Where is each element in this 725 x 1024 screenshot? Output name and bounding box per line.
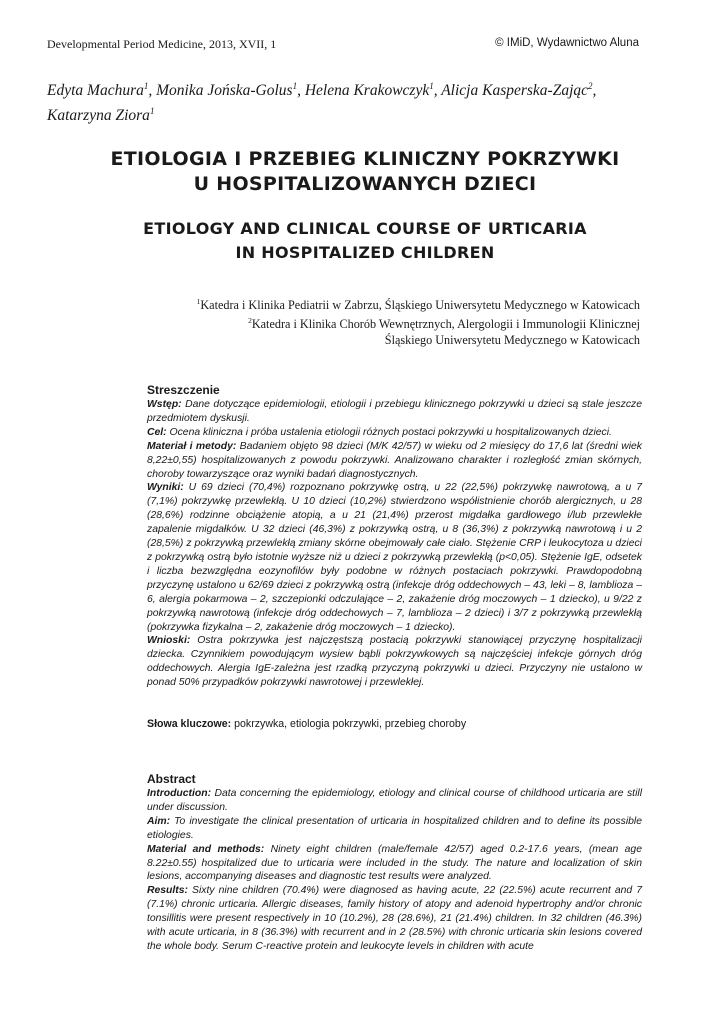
affiliations <box>197 294 640 348</box>
title-english-line: ETIOLOGY AND CLINICAL COURSE OF URTICARIA <box>143 219 587 238</box>
section-text: Dane dotyczące epidemiologii, etiologii i przebiegu klinicznego pokrzywki u dzieci są stale jeszcze przedmiotem dyskusji. <box>147 399 642 424</box>
title-polish-line: U HOSPITALIZOWANYCH DZIECI <box>193 173 537 195</box>
section-text: U 69 dzieci (70,4%) rozpoznano pokrzywkę ostrą, u 22 (22,5%) pokrzywkę nawrotową, a u 7 (7,1%) pokrzywkę przewlekłą. U 10 dzieci (10,2%) stwierdzono współistnienie chorób alergicznych, u 28 (28,6%) rodzinne obciążenie atopią, a u 21 (21,4%) przerost migdałka gardłowego i/lub przewlekłe zapalenie migdałków. U 32 dzieci (46,3%) z pokrzywką ostrą, u 8 (36,3%) z pokrzywką nawrotową i u 2 (28,5%) z pokrzywką przewlekłą zmiany skórne obejmowały całe ciało. Stężenie CRP i leukocytoza u dzieci z pokrzywką ostrą było istotnie wyższe niż u dzieci z pokrzywką przewlekłą (p<0,05). Stężenie IgE, odsetek i liczba bezwzględna eozynofilów były podobne w różnych postaciach pokrzywki. Prawdopodobną przyczynę ustalono u 62/69 dzieci z pokrzywką ostrą (infekcje dróg oddechowych – 43, leki – 8, lamblioza – 6, alergia pokarmowa – 2, szczepionki odczulające – 2, zakażenie dróg moczowych – 1 dziecko), u 9/22 z pokrzywką nawrotową (infekcje dróg oddechowych – 7, lamblioza – 2 dzieci) i 3/7 z pokrzywką przewlekłą (pokrzywka fizykalna – 2, zakażenie dróg moczowych – 1 dziecko). <box>147 482 642 633</box>
author-list: Edyta Machura$^1$, Monika Jońska-Golus$^1$, Helena Krakowczyk$^1$, Alicja Kasperska-Zając$^2$, Katarzyna Ziora$^1$ <box>47 81 597 125</box>
abstract-section <box>147 884 642 954</box>
abstract-polish-heading: Streszczenie <box>147 383 220 397</box>
section-label: Introduction: <box>147 788 212 799</box>
abstract-polish <box>147 383 642 690</box>
abstract-english <box>147 772 642 954</box>
copyright-notice: © IMiD, Wydawnictwo Aluna <box>495 37 639 49</box>
section-text: Badaniem objęto 98 dzieci (M/K 42/57) w wieku od 2 miesięcy do 17,6 lat (średni wiek 8,22±0,55) hospitalizowanych z powodu pokrzywki. Analizowano charakter i rozległość zmian skórnych, choroby towarzyszące oraz wyniki badań diagnostycznych. <box>147 440 642 480</box>
author-name: Helena Krakowczyk <box>304 82 430 100</box>
author-affiliation-mark: 1 <box>143 81 149 91</box>
author-affiliation-mark: 1 <box>429 81 434 91</box>
journal-citation: Developmental Period Medicine, 2013, XVII, 1 <box>47 37 277 51</box>
section-label: Wnioski: <box>147 635 191 647</box>
section-label: Cel: <box>147 426 167 438</box>
affiliation-mark: 1 <box>196 297 201 306</box>
title-polish <box>60 147 670 197</box>
section-text: Data concerning the epidemiology, etiology and clinical course of childhood urticaria are still under discussion. <box>147 788 642 813</box>
keywords-label: Słowa kluczowe: <box>147 718 232 730</box>
section-text: Ninety eight children (male/female 42/57) aged 0.2-17.6 years, (mean age 8.22±0.55) hospitalized due to urticaria were included in the study. The nature and localization of skin lesions, accompanying diseases and diagnostic test results were analyzed. <box>147 843 642 883</box>
author-name: Monika Jońska-Golus <box>156 82 293 100</box>
affiliation-text: Katedra i Klinika Chorób Wewnętrznych, Alergologii i Immunologii Klinicznej <box>251 317 640 332</box>
affiliation-mark: 2 <box>248 316 252 326</box>
section-text: Ostra pokrzywka jest najczęstszą postacią pokrzywki stanowiącej przyczynę hospitalizacji dziecka. Czynnikiem powodującym wysiew bąbli pokrzywkowych są najczęściej infekcje górnych dróg oddechowych. Alergia IgE-zależna jest rzadką przyczyną pokrzywki u dzieci. Przyczyny nie ustalono w ponad 50% przypadków pokrzywki nawrotowej i przewlekłej. <box>147 635 642 689</box>
abstract-section <box>147 815 642 843</box>
abstract-section <box>147 787 642 815</box>
section-label: Wstęp: <box>147 399 182 410</box>
abstract-section <box>147 440 642 482</box>
keywords-text: pokrzywka, etiologia pokrzywki, przebieg choroby <box>231 718 467 730</box>
section-label: Results: <box>147 885 188 897</box>
author-affiliation-mark: 2 <box>588 81 593 91</box>
abstract-english-heading: Abstract <box>147 772 196 786</box>
section-text: Sixty nine children (70.4%) were diagnosed as having acute, 22 (22.5%) acute recurrent and 7 (7.1%) chronic urticaria. Allergic diseases, family history of atopy and adenoid hypertrophy and/or chronic tonsillitis were present respectively in 10 (10.2%), 28 (28.6%), 21 (21.4%) children. In 32 children (46.3%) with acute urticaria, in 8 (36.3%) with recurrent and in 2 (28.5%) with chronic urticaria skin lesions covered the whole body. Serum C-reactive protein and leukocyte levels in children with acute <box>147 885 642 952</box>
section-text: Ocena kliniczna i próba ustalenia etiologii różnych postaci pokrzywki u hospitalizowanych dzieci. <box>166 426 612 438</box>
abstract-section <box>147 398 642 426</box>
title-polish-line: ETIOLOGIA I PRZEBIEG KLINICZNY POKRZYWKI <box>110 148 620 170</box>
author-name: Alicja Kasperska-Zając <box>441 82 589 100</box>
author-name: Katarzyna Ziora <box>47 107 150 125</box>
abstract-section <box>147 426 642 440</box>
author-affiliation-mark: 1 <box>149 106 155 117</box>
title-english <box>60 217 670 265</box>
section-text: To investigate the clinical presentation of urticaria in hospitalized children and to define its possible etiologies. <box>147 815 642 841</box>
keywords <box>147 718 642 730</box>
section-label: Materiał i metody: <box>147 440 237 452</box>
author-affiliation-mark: 1 <box>292 81 298 91</box>
title-english-line: IN HOSPITALIZED CHILDREN <box>235 243 495 262</box>
affiliation-1 <box>197 294 640 313</box>
section-label: Wyniki: <box>147 482 184 494</box>
affiliation-2 <box>197 313 640 332</box>
affiliation-text: Katedra i Klinika Pediatrii w Zabrzu, Śląskiego Uniwersytetu Medycznego w Katowicach <box>200 298 640 313</box>
section-label: Aim: <box>147 815 171 827</box>
author-name: Edyta Machura <box>47 82 144 100</box>
affiliation-2-continued: Śląskiego Uniwersytetu Medycznego w Katowicach <box>384 333 640 348</box>
abstract-section <box>147 843 642 885</box>
abstract-section <box>147 481 642 634</box>
section-label: Material and methods: <box>147 843 265 855</box>
abstract-section <box>147 634 642 690</box>
